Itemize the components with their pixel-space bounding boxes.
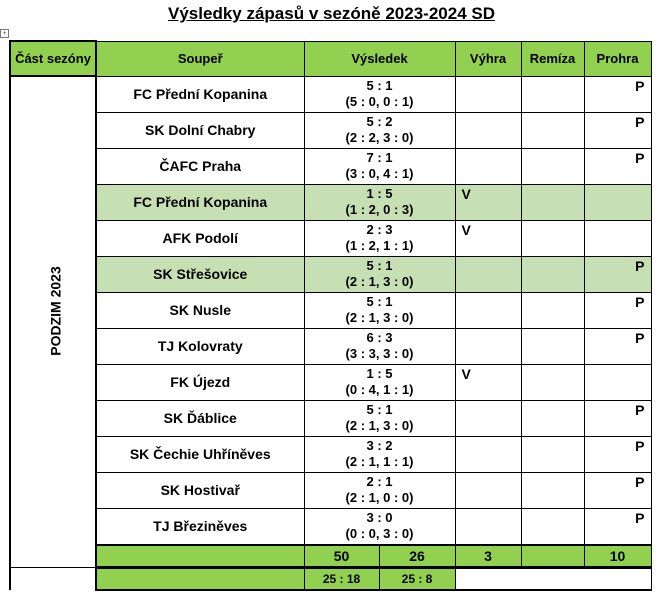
loss-mark: P	[584, 292, 651, 328]
second-half-total: 25 : 8	[379, 567, 455, 590]
match-result	[304, 400, 455, 436]
opponent-name: FK Újezd	[96, 364, 304, 400]
season-label: PODZIM 2023	[47, 266, 64, 356]
header-opponent: Soupeř	[96, 41, 304, 76]
totals-row	[10, 545, 651, 568]
half-scores: (2 : 1, 3 : 0)	[345, 310, 414, 325]
header-win: Výhra	[455, 41, 521, 76]
match-result	[304, 508, 455, 545]
header-loss: Prohra	[584, 41, 651, 76]
win-mark: V	[455, 184, 521, 220]
table-move-handle-icon[interactable]: +	[0, 29, 9, 38]
loss-mark: P	[584, 112, 651, 148]
match-row	[10, 148, 651, 184]
loss-mark: P	[584, 400, 651, 436]
match-row	[10, 292, 651, 328]
draw-mark	[521, 220, 584, 256]
match-row	[10, 400, 651, 436]
match-result	[304, 292, 455, 328]
opponent-name: FC Přední Kopanina	[96, 76, 304, 112]
draw-mark	[521, 76, 584, 112]
half-scores: (5 : 0, 0 : 1)	[345, 94, 414, 109]
draw-mark	[521, 328, 584, 364]
half-scores: (3 : 0, 4 : 1)	[345, 166, 414, 181]
match-result	[304, 184, 455, 220]
totals-wins: 3	[455, 545, 521, 568]
halftime-empty-cell	[455, 567, 651, 590]
match-list	[10, 76, 651, 545]
final-score: 3 : 0	[366, 510, 393, 525]
half-scores: (1 : 2, 0 : 3)	[345, 202, 414, 217]
first-half-total: 25 : 18	[304, 567, 379, 590]
match-row	[10, 508, 651, 545]
opponent-name: SK Nusle	[96, 292, 304, 328]
opponent-name: TJ Březiněves	[96, 508, 304, 545]
loss-mark: P	[584, 472, 651, 508]
final-score: 7 : 1	[366, 150, 393, 165]
half-scores: (2 : 1, 0 : 0)	[345, 490, 414, 505]
match-result	[304, 472, 455, 508]
final-score: 1 : 5	[366, 186, 393, 201]
loss-mark: P	[584, 76, 651, 112]
header-draw: Remíza	[521, 41, 584, 76]
final-score: 2 : 1	[366, 474, 393, 489]
match-result	[304, 256, 455, 292]
totals-goals-scored: 50	[304, 545, 379, 568]
draw-mark	[521, 472, 584, 508]
loss-mark	[584, 184, 651, 220]
half-scores: (0 : 0, 3 : 0)	[345, 526, 414, 541]
opponent-name: SK Střešovice	[96, 256, 304, 292]
match-row	[10, 256, 651, 292]
draw-mark	[521, 148, 584, 184]
win-mark	[455, 148, 521, 184]
draw-mark	[521, 112, 584, 148]
match-row	[10, 364, 651, 400]
season-cell-continued	[10, 545, 96, 568]
match-result	[304, 364, 455, 400]
header-row	[10, 41, 651, 76]
final-score: 6 : 3	[366, 330, 393, 345]
win-mark	[455, 472, 521, 508]
opponent-name: SK Čechie Uhříněves	[96, 436, 304, 472]
half-scores: (2 : 1, 3 : 0)	[345, 274, 414, 289]
match-result	[304, 328, 455, 364]
draw-mark	[521, 364, 584, 400]
totals-opponent-cell	[96, 545, 304, 568]
win-mark: V	[455, 220, 521, 256]
totals-losses: 10	[584, 545, 651, 568]
half-scores: (2 : 2, 3 : 0)	[345, 130, 414, 145]
win-mark	[455, 436, 521, 472]
match-result	[304, 436, 455, 472]
header-season: Část sezóny	[10, 41, 96, 76]
draw-mark	[521, 400, 584, 436]
page-title: Výsledky zápasů v sezóně 2023-2024 SD	[168, 4, 495, 23]
match-row	[10, 472, 651, 508]
match-result	[304, 148, 455, 184]
opponent-name: SK Ďáblice	[96, 400, 304, 436]
opponent-name: FC Přední Kopanina	[96, 184, 304, 220]
match-result	[304, 112, 455, 148]
match-row	[10, 436, 651, 472]
match-result	[304, 220, 455, 256]
half-scores: (3 : 3, 3 : 0)	[345, 346, 414, 361]
opponent-name: AFK Podolí	[96, 220, 304, 256]
match-row	[10, 184, 651, 220]
match-row	[10, 328, 651, 364]
final-score: 5 : 1	[366, 258, 393, 273]
season-cell	[10, 76, 96, 545]
draw-mark	[521, 184, 584, 220]
final-score: 5 : 1	[366, 78, 393, 93]
win-mark	[455, 508, 521, 545]
loss-mark: P	[584, 148, 651, 184]
final-score: 5 : 2	[366, 114, 393, 129]
loss-mark: P	[584, 508, 651, 545]
win-mark	[455, 76, 521, 112]
loss-mark	[584, 364, 651, 400]
match-result	[304, 76, 455, 112]
halftime-totals-row	[10, 567, 651, 590]
draw-mark	[521, 292, 584, 328]
opponent-name: ČAFC Praha	[96, 148, 304, 184]
loss-mark: P	[584, 328, 651, 364]
win-mark	[455, 256, 521, 292]
match-row	[10, 220, 651, 256]
match-row	[10, 76, 651, 112]
win-mark: V	[455, 364, 521, 400]
draw-mark	[521, 256, 584, 292]
half-scores: (2 : 1, 1 : 1)	[345, 454, 414, 469]
final-score: 3 : 2	[366, 438, 393, 453]
halftime-opponent-cell	[96, 567, 304, 590]
win-mark	[455, 112, 521, 148]
win-mark	[455, 400, 521, 436]
half-scores: (1 : 2, 1 : 1)	[345, 238, 414, 253]
header-result: Výsledek	[304, 41, 455, 76]
opponent-name: TJ Kolovraty	[96, 328, 304, 364]
half-scores: (2 : 1, 3 : 0)	[345, 418, 414, 433]
loss-mark	[584, 220, 651, 256]
draw-mark	[521, 508, 584, 545]
totals-draws	[521, 545, 584, 568]
final-score: 2 : 3	[366, 222, 393, 237]
half-scores: (0 : 4, 1 : 1)	[345, 382, 414, 397]
final-score: 5 : 1	[366, 402, 393, 417]
win-mark	[455, 328, 521, 364]
win-mark	[455, 292, 521, 328]
results-table	[9, 40, 652, 591]
final-score: 5 : 1	[366, 294, 393, 309]
opponent-name: SK Dolní Chabry	[96, 112, 304, 148]
loss-mark: P	[584, 256, 651, 292]
match-row	[10, 112, 651, 148]
final-score: 1 : 5	[366, 366, 393, 381]
opponent-name: SK Hostivař	[96, 472, 304, 508]
totals-goals-conceded: 26	[379, 545, 455, 568]
loss-mark: P	[584, 436, 651, 472]
draw-mark	[521, 436, 584, 472]
season-cell-bottom	[10, 567, 96, 590]
